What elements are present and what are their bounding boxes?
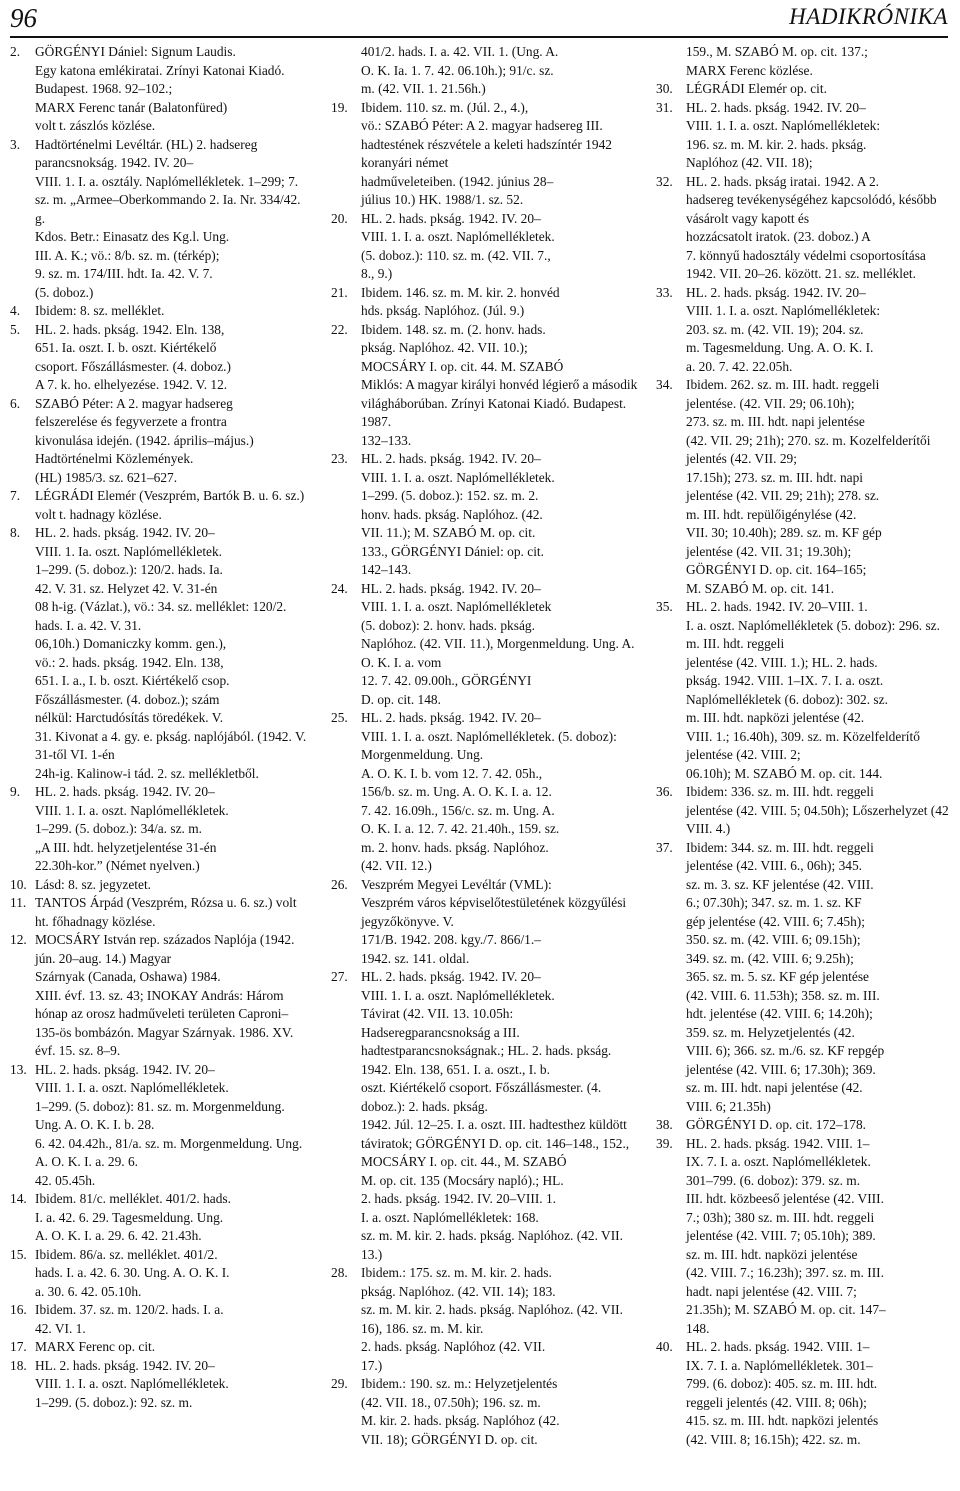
footnote-text: Ibidem: 344. sz. m. III. hdt. reggeli jelentése (42. VIII. 6., 06h); 345. sz. m. 3. sz. KF jelentése (42. VIII. 6.; 07.30h); 347. sz. m. 1. sz. KF gép jelentése (42. VIII. 6; 7.45h); 350. sz. m. (42. VIII. 6; 09.15h); 349. sz. m. (42. VIII. 6; 9.25h); 365. sz. m. 5. sz. KF gép jelentése (42. VIII. 6. 11.53h); 358. sz. m. III. hdt. jelentése (42. VIII. 6; 14.20h); 359. sz. m. Helyzetjelentés (42. VIII. 6); 366. sz. m./6. sz. KF repgép jelentése (42. VIII. 6; 17.30h); 369. sz. m. III. hdt. napi jelentése (42. VIII. 6; 21.35h) [686,839,885,1114]
footnote-item [656,80,952,99]
footnote-number: 26. [331,876,348,892]
footnote-text: LÉGRÁDI Elemér op. cit. [686,81,827,96]
footnote-number: 28. [331,1265,348,1280]
footnote-number: 8. [10,525,21,540]
footnote-text: HL. 2. hads. pkság. 1942. IV. 20– VIII. 1. I. a. oszt. Naplómellékletek: 196. sz. m. M. kir. 2. hads. pkság. Naplóhoz (42. VII. 18); [686,99,881,170]
footnote-item [10,321,308,395]
footnote-number: 12. [10,932,27,947]
footnote-number: 23. [331,451,348,466]
footnote-number: 21. [331,284,348,300]
footnote-item [10,1190,308,1246]
footnote-number: 29. [331,1376,348,1391]
footnote-text: HL. 2. hads. pkság. 1942. IV. 20– VIII. 1. I. a. oszt. Naplómellékletek: 203. sz. m. (42. VII. 19); 204. sz. m. Tagesmeldung. Ung. A. O. K. I. a. 20. 7. 42. 22.05h. [686,284,881,374]
footnote-item [331,210,639,284]
footnote-item [331,99,639,210]
footnote-number: 18. [10,1357,27,1373]
footnote-text: HL. 2. hads. pkság iratai. 1942. A 2. hadsereg tevékenységéhez kapcsolódó, később vásárolt vagy kapott és hozzácsatolt iratok. (23. doboz.) A 7. könnyű hadosztály védelmi csoportosítása 1942. VII. 20–26. között. 21. sz. melléklet. [686,173,937,281]
footnote-number: 32. [656,173,673,189]
footnote-number: 40. [656,1339,673,1354]
footnote-number: 27. [331,969,348,984]
footnote-item [10,1357,308,1413]
footnote-text: HL. 2. hads. pkság. 1942. IV. 20– VIII. 1. I. a. oszt. Naplómellékletek. 1–299. (5. doboz.): 92. sz. m. [35,1357,229,1410]
footnote-number: 7. [10,488,21,503]
footnote-text: Hadtörténelmi Levéltár. (HL) 2. hadsereg parancsnokság. 1942. IV. 20– VIII. 1. I. a. osztály. Naplómellékletek. 1–299; 7. sz. m. „Armee–Oberkommando 2. Ia. Nr. 334/42. g. Kdos. Betr.: Einasatz des Kg.l. Ung. III. A. K.; vö.: 8/b. sz. m. (térkép); 9. sz. m. 174/III. hdt. Ia. 42. V. 7. (5. doboz.) [35,136,301,300]
footnote-text: Ibidem. 146. sz. m. M. kir. 2. honvéd hds. pkság. Naplóhoz. (Júl. 9.) [361,284,560,318]
footnote-number: 11. [10,895,27,910]
footnote-item [331,876,639,969]
footnote-text: HL. 2. hads. pkság. 1942. IV. 20– VIII. 1. I. a. oszt. Naplómellékletek. (5. doboz): Morgenmeldung. Ung. A. O. K. I. b. vom 12. 7. 42. 05h., 156/b. sz. m. Ung. A. O. K. I. a. 12. 7. 42. 16.09h., 156/c. sz. m. Ung. A. O. K. I. a. 12. 7. 42. 21.40h., 159. sz. m. 2. honv. hads. pkság. Naplóhoz. (42. VII. 12.) [361,710,617,873]
footnote-item [656,376,952,598]
footnote-item [10,1061,308,1191]
footnote-item [331,580,639,710]
footnote-text: Ibidem: 8. sz. melléklet. [35,303,165,318]
footnote-item [331,709,639,876]
footnote-item [656,284,952,377]
footnote-number: 30. [656,81,673,96]
page-header [10,0,948,38]
footnote-text: Ibidem.: 190. sz. m.: Helyzetjelentés (42. VII. 18., 07.50h); 196. sz. m. M. kir. 2. hads. pkság. Naplóhoz (42. VII. 18); GÖRGÉNYI D. op. cit. [361,1376,560,1447]
footnote-number: 36. [656,784,673,799]
footnote-item [10,487,308,524]
footnote-text: SZABÓ Péter: A 2. magyar hadsereg felszerelése és fegyverzete a frontra kivonulása idején. (1942. április–május.) Hadtörténelmi Közlemények. (HL) 1985/3. sz. 621–627. [35,395,254,485]
footnote-item [10,894,308,931]
footnote-text: HL. 2. hads. pkság. 1942. IV. 20– VIII. 1. I. a. oszt. Naplómellékletek. 1–299. (5. doboz): 81. sz. m. Morgenmeldung. Ung. A. O. K. I. b. 28. 6. 42. 04.42h., 81/a. sz. m. Morgenmeldung. Ung. A. O. K. I. a. 29. 6. 42. 05.45h. [35,1061,303,1188]
footnote-text: MARX Ferenc op. cit. [35,1339,156,1354]
footnote-text: HL. 2. hads. pkság. 1942. Eln. 138, 651. Ia. oszt. I. b. oszt. Kiértékelő csoport. Főszállásmester. (4. doboz.) A 7. k. ho. elhelyezése. 1942. V. 12. [35,321,231,392]
footnote-text: HL. 2. hads. pkság. 1942. IV. 20– VIII. 1. I. a. oszt. Naplómellékletek. 1–299. (5. doboz.): 34/a. sz. m. „A III. hdt. helyzetjelentése 31-én 22.30h-kor.” (Német nyelven.) [35,784,229,873]
footnote-number: 35. [656,599,673,614]
footnote-number: 38. [656,1117,673,1132]
footnote-number: 16. [10,1302,27,1317]
footnote-text: HL. 2. hads. 1942. IV. 20–VIII. 1. I. a. oszt. Naplómellékletek (5. doboz): 296. sz. m. III. hdt. reggeli jelentése (42. VIII. 1.); HL. 2. hads. pkság. 1942. VIII. 1–IX. 7. I. a. oszt. Naplómellékletek (6. doboz): 302. sz. m. III. hdt. napközi jelentése (42. VIII. 1.; 16.40h), 309. sz. m. Közelfelderítő jelentése (42. VIII. 2; 06.10h); M. SZABÓ M. op. cit. 144. [686,599,940,781]
footnote-item [10,524,308,783]
footnote-number: 17. [10,1339,27,1354]
footnote-item [10,302,308,321]
footnote-item [10,136,308,303]
footnote-item [10,43,308,136]
footnote-text: HL. 2. hads. pkság. 1942. IV. 20– VIII. 1. I. a. oszt. Naplómellékletek. Távirat (42. VII. 13. 10.05h: Hadseregparancsnokság a III. hadtestparancsnokságnak.; HL. 2. hads. pkság. 1942. Eln. 138, 651. I. a. oszt., I. b. oszt. Kiértékelő csoport. Főszállásmester. (4. doboz.): 2. hads. pkság. 1942. Júl. 12–25. I. a. oszt. III. hadtesthez küldött táviratok; GÖRGÉNYI D. op. cit. 146–148., 152., MOCSÁRY I. op. cit. 44., M. SZABÓ M. op. cit. 135 (Mocsáry napló).; HL. 2. hads. pkság. 1942. IV. 20–VIII. 1. I. a. oszt. Naplómellékletek: 168. sz. m. M. kir. 2. hads. pkság. Naplóhoz. (42. VII. 13.) [361,969,630,1262]
footnote-column-3 [656,43,952,1449]
footnote-item [10,876,308,895]
footnote-item [331,450,639,580]
footnote-item [656,783,952,839]
footnote-number: 33. [656,284,673,300]
footnote-text: 159., M. SZABÓ M. op. cit. 137.; MARX Ferenc közlése. [686,44,868,78]
footnote-item [656,1338,952,1449]
page-number: 96 [10,3,37,33]
footnote-number: 5. [10,321,21,337]
footnote-number: 19. [331,99,348,115]
footnote-item [656,1116,952,1135]
footnote-item [656,43,952,80]
footnote-text: MOCSÁRY István rep. százados Naplója (1942. jún. 20–aug. 14.) Magyar Szárnyak (Canada, Oshawa) 1984. XIII. évf. 13. sz. 43; INOKAY András: Három hónap az orosz hadműveleti területen Caproni–135-ös bombázón. Magyar Szárnyak. 1986. XV. évf. 15. sz. 8–9. [35,932,295,1058]
footnote-column-1 [10,43,308,1412]
footnote-number: 22. [331,321,348,337]
footnote-text: HL. 2. hads. pkság. 1942. IV. 20– VIII. 1. I. a. oszt. Naplómellékletek. (5. doboz.): 110. sz. m. (42. VII. 7., 8., 9.) [361,210,555,281]
footnote-text: HL. 2. hads. pkság. 1942. VIII. 1– IX. 7. I. a. oszt. Naplómellékletek. 301–799. (6. doboz): 379. sz. m. III. hdt. közbeeső jelentése (42. VIII. 7.; 03h); 380 sz. m. III. hdt. reggeli jelentése (42. VIII. 7; 05.10h); 389. sz. m. III. hdt. napközi jelentése (42. VIII. 7.; 16.23h); 397. sz. m. III. hadt. napi jelentése (42. VIII. 7; 21.35h); M. SZABÓ M. op. cit. 147– 148. [686,1135,886,1336]
footnote-item [331,1375,639,1449]
footnote-number: 14. [10,1191,27,1206]
footnote-number: 4. [10,303,21,318]
footnote-item [656,1135,952,1339]
footnote-item [331,284,639,321]
footnote-text: HL. 2. hads. pkság. 1942. IV. 20– VIII. 1. I. a. oszt. Naplómellékletek (5. doboz): 2. honv. hads. pkság. Naplóhoz. (42. VII. 11.), Morgenmeldung. Ung. A. O. K. I. a. vom 12. 7. 42. 09.00h., GÖRGÉNYI D. op. cit. 148. [361,580,635,707]
footnote-number: 25. [331,710,348,725]
footnote-item [10,1246,308,1302]
footnote-number: 9. [10,784,21,799]
footnote-text: 401/2. hads. I. a. 42. VII. 1. (Ung. A. O. K. Ia. 1. 7. 42. 06.10h.); 91/c. sz. m. (42. VII. 1. 21.56h.) [361,44,559,96]
footnote-column-2 [331,43,639,1449]
footnote-text: Ibidem: 336. sz. m. III. hdt. reggeli jelentése (42. VIII. 5; 04.50h); Lőszerhelyzet (42 VIII. 4.) [686,784,949,836]
footnote-item [656,173,952,284]
footnote-item [331,1264,639,1375]
footnote-text: HL. 2. hads. pkság. 1942. IV. 20– VIII. 1. I. a. oszt. Naplómellékletek. 1–299. (5. doboz.): 152. sz. m. 2. honv. hads. pkság. Naplóhoz. (42. VII. 11.); M. SZABÓ M. op. cit. 133., GÖRGÉNYI Dániel: op. cit. 142–143. [361,451,555,577]
footnote-number: 31. [656,99,673,115]
footnote-item [10,1338,308,1357]
footnote-item [656,99,952,173]
footnote-number: 2. [10,44,21,59]
footnote-text: HL. 2. hads. pkság. 1942. IV. 20– VIII. 1. Ia. oszt. Naplómellékletek. 1–299. (5. doboz.): 120/2. hads. Ia. 42. V. 31. sz. Helyzet 42. V. 31-én 08 h-ig. (Vázlat.), vö.: 34. sz. melléklet: 120/2. hads. I. a. 42. V. 31. 06,10h.) Domaniczky komm. gen.), vö.: 2. hads. pkság. 1942. Eln. 138, 651. I. a., I. b. oszt. Kiértékelő csop. Főszállásmester. (4. doboz.); szám nélkül: Harctudósítás töredékek. V. 31. Kivonat a 4. gy. e. pkság. naplójából. (1942. V. 31-től VI. 1-én 24h-ig. Kalinow-i tád. 2. sz. mellékletből. [35,525,307,781]
footnote-text: Ibidem. 37. sz. m. 120/2. hads. I. a. 42. VI. 1. [35,1302,224,1336]
footnote-text: Ibidem.: 175. sz. m. M. kir. 2. hads. pkság. Naplóhoz. (42. VII. 14); 183. sz. m. M. kir. 2. hads. pkság. Naplóhoz. (42. VII. 16), 186. sz. m. M. kir. 2. hads. pkság. Naplóhoz (42. VII. 17.) [361,1265,623,1373]
footnote-text: Ibidem. 262. sz. m. III. hadt. reggeli jelentése. (42. VII. 29; 06.10h); 273. sz. m. III. hdt. napi jelentése (42. VII. 29; 21h); 270. sz. m. Kozelfelderítői jelentés (42. VII. 29; 17.15h); 273. sz. m. III. hdt. napi jelentése (42. VII. 29; 21h); 278. sz. m. III. hdt. repülőigénylése (42. VII. 30; 10.40h); 289. sz. m. KF gép jelentése (42. VII. 31; 19.30h); GÖRGÉNYI D. op. cit. 164–165; M. SZABÓ M. op. cit. 141. [686,377,931,596]
footnote-text: Ibidem. 81/c. melléklet. 401/2. hads. I. a. 42. 6. 29. Tagesmeldung. Ung. A. O. K. I. a. 29. 6. 42. 21.43h. [35,1191,231,1243]
footnote-text: HL. 2. hads. pkság. 1942. VIII. 1– IX. 7. I. a. Naplómellékletek. 301– 799. (6. doboz): 405. sz. m. III. hdt. reggeli jelentés (42. VIII. 8; 06h); 415. sz. m. III. hdt. napközi jelentés (42. VIII. 8; 16.15h); 422. sz. m. [686,1339,879,1447]
footnote-item [10,931,308,1061]
footnote-number: 10. [10,876,27,892]
footnote-item [656,598,952,783]
footnote-number: 20. [331,210,348,226]
footnote-text: TANTOS Árpád (Veszprém, Rózsa u. 6. sz.) volt ht. főhadnagy közlése. [35,895,297,929]
footnote-item [331,321,639,451]
running-title: HADIKRÓNIKA [789,4,948,29]
footnote-item [10,395,308,488]
footnote-text: GÖRGÉNYI Dániel: Signum Laudis. Egy katona emlékiratai. Zrínyi Katonai Kiadó. Budapest. 1968. 92–102.; MARX Ferenc tanár (Balatonfüred) volt t. zászlós közlése. [35,44,285,133]
footnote-number: 3. [10,136,21,152]
footnote-text: Ibidem. 86/a. sz. melléklet. 401/2. hads. I. a. 42. 6. 30. Ung. A. O. K. I. a. 30. 6. 42. 05.10h. [35,1246,230,1299]
footnote-text: Lásd: 8. sz. jegyzetet. [35,876,152,892]
footnote-number: 24. [331,580,348,596]
footnote-number: 6. [10,395,21,411]
footnote-number: 13. [10,1061,27,1077]
footnote-number: 39. [656,1135,673,1151]
footnote-text: LÉGRÁDI Elemér (Veszprém, Bartók B. u. 6. sz.) volt t. hadnagy közlése. [35,488,305,522]
footnote-text: Ibidem. 148. sz. m. (2. honv. hads. pkság. Naplóhoz. 42. VII. 10.); MOCSÁRY I. op. cit. 44. M. SZABÓ Miklós: A magyar királyi honvéd légierő a második világháborúban. Zrínyi Katonai Kiadó. Budapest. 1987. 132–133. [361,321,638,448]
footnote-number: 37. [656,839,673,855]
footnote-item [10,1301,308,1338]
footnote-item [331,968,639,1264]
footnote-item [331,43,639,99]
footnote-text: Ibidem. 110. sz. m. (Júl. 2., 4.), vö.: SZABÓ Péter: A 2. magyar hadsereg III. hadtestének részvétele a keleti hadszíntér 1942 koranyári német hadműveleteiben. (1942. június 28– július 10.) HK. 1988/1. sz. 52. [361,99,612,207]
footnote-item [10,783,308,876]
footnote-number: 15. [10,1246,27,1262]
footnote-text: GÖRGÉNYI D. op. cit. 172–178. [686,1117,867,1132]
footnote-item [656,839,952,1117]
footnote-text: Veszprém Megyei Levéltár (VML): Veszprém város képviselőtestületének közgyűlési jegyzőkönyve. V. 171/B. 1942. 208. kgy./7. 866/1.– 1942. sz. 141. oldal. [361,876,627,966]
footnote-number: 34. [656,377,673,392]
